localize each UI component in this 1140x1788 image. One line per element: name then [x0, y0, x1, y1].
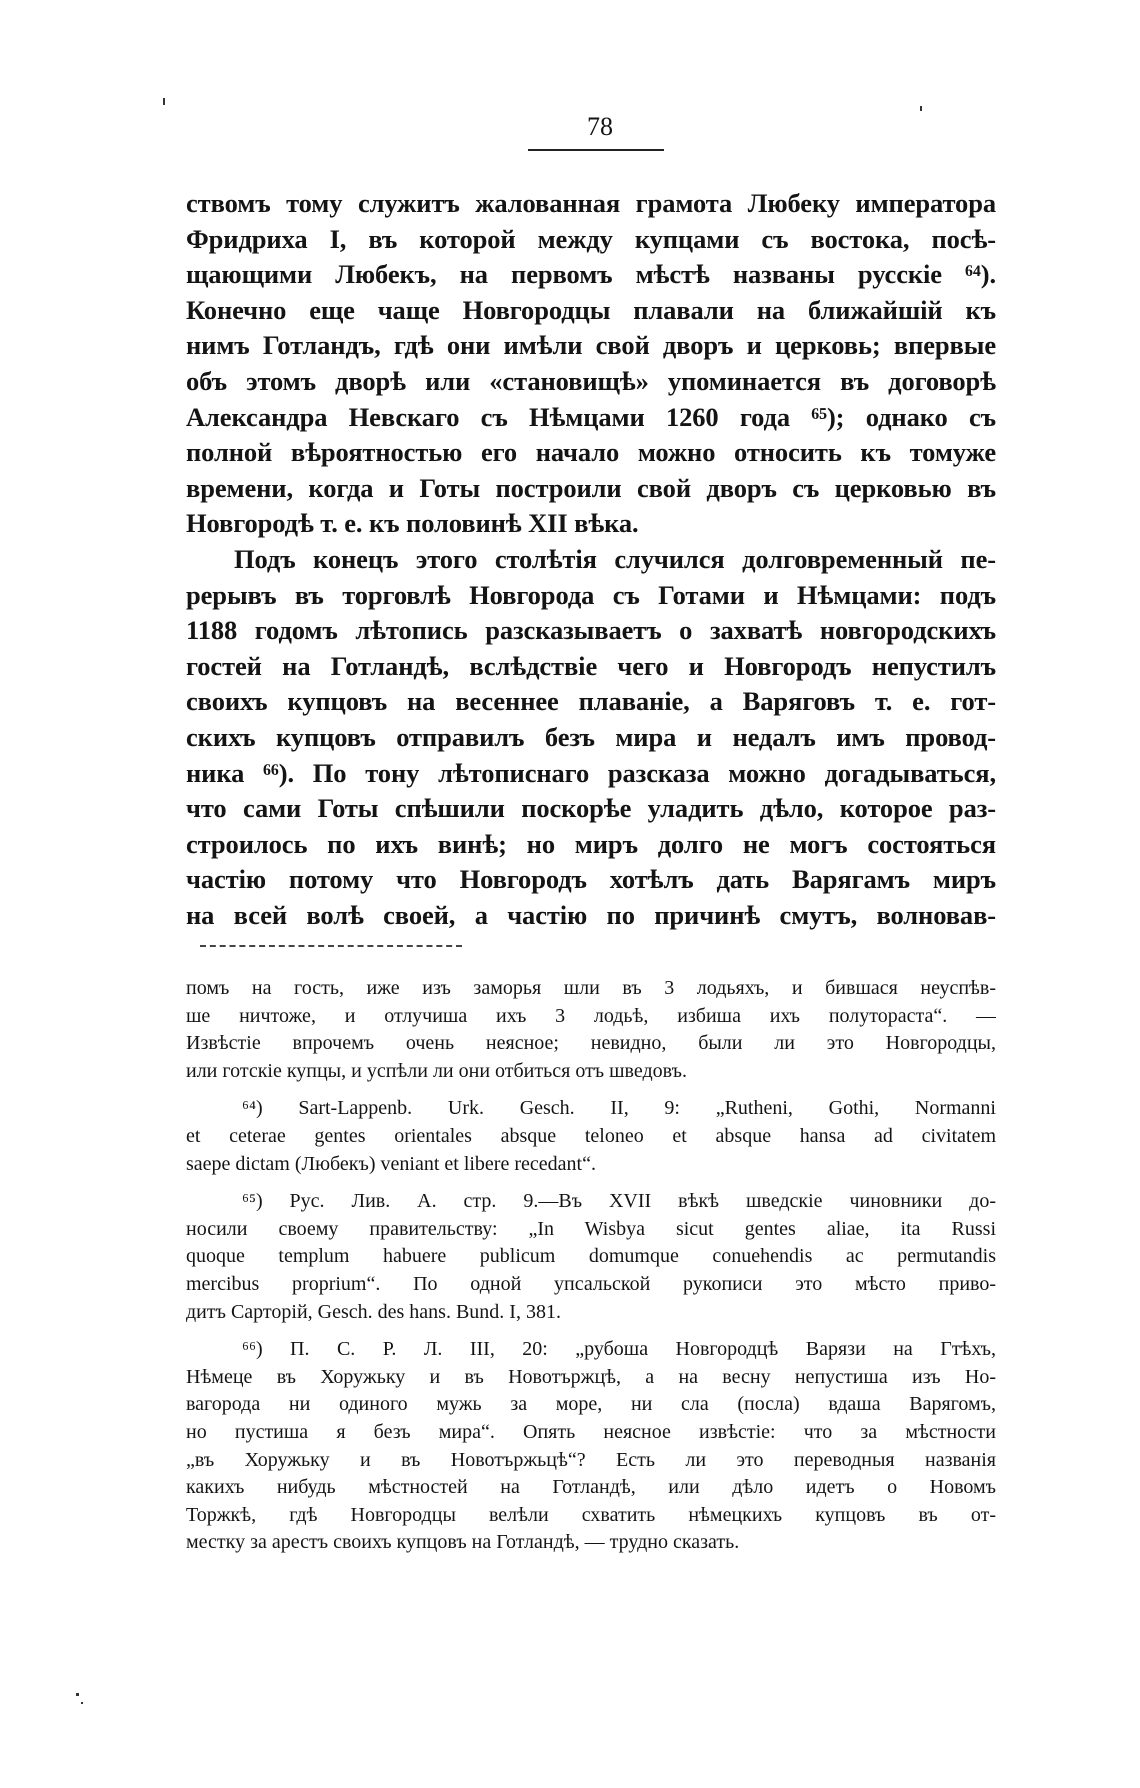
text-line: Фридриха I, въ которой между купцами съ востока, посѣ-: [186, 223, 996, 254]
text-line: частію потому что Новгородъ хотѣлъ дать Варягамъ миръ: [186, 864, 996, 895]
footnote-66-line: вагорода ни одиного мужь за море, ни сла (посла) вдаша Варягомъ,: [186, 1393, 996, 1416]
footnote-line: Извѣстіе впрочемъ очень неясное; невидно, были ли это Новгородцы,: [186, 1032, 996, 1055]
footnote-66-line: Нѣмеце въ Хоружьку и въ Новотържцѣ, а на весну непустиша изъ Но-: [186, 1365, 996, 1388]
page-number-rule: [528, 149, 664, 151]
footnote-65-line: mercibus proprium“. По одной упсальской рукописи это мѣсто приво-: [186, 1272, 996, 1295]
footnote-gap: [186, 1085, 996, 1095]
footnote-separator: [200, 945, 462, 948]
footnote-gap: [186, 1326, 996, 1336]
text-line: щающими Любекъ, на первомъ мѣстѣ названы русскіе ⁶⁴).: [186, 259, 996, 290]
text-line: объ этомъ дворѣ или «становищѣ» упоминается въ договорѣ: [186, 365, 996, 396]
footnote-line: или готскіе купцы, и успѣли ли они отбиться отъ шведовъ.: [186, 1059, 687, 1082]
scan-speck: [76, 1693, 79, 1696]
footnote-line: помъ на гость, иже изъ заморья шли въ 3 лодьяхъ, и бившася неуспѣв-: [186, 977, 996, 999]
text-line: Новгородѣ т. е. къ половинѣ XII вѣка.: [186, 508, 639, 539]
footnote-66-line: ⁶⁶) П. С. Р. Л. III, 20: „рубоша Новгородцѣ Варязи на Гтѣхъ,: [242, 1338, 996, 1361]
text-line: рерывъ въ торговлѣ Новгорода съ Готами и Нѣмцами: подъ: [186, 579, 996, 610]
text-line: своихъ купцовъ на весеннее плаваніе, а Варяговъ т. е. гот-: [186, 686, 996, 717]
text-line: на всей волѣ своей, а частію по причинѣ смутъ, волновав-: [186, 899, 996, 930]
text-line: Подъ конецъ этого столѣтія случился долговременный пе-: [234, 543, 996, 574]
text-line: что сами Готы спѣшили поскорѣе уладить дѣло, которое раз-: [186, 793, 996, 824]
text-line: времени, когда и Готы построили свой дворъ съ церковью въ: [186, 472, 996, 503]
text-line: ствомъ тому служитъ жалованная грамота Любеку императора: [186, 188, 996, 218]
scan-speck: [163, 98, 165, 105]
footnote-66-line: местку за арестъ своихъ купцовъ на Готландѣ, — трудно сказать.: [186, 1531, 740, 1554]
text-line: гостей на Готландѣ, вслѣдствіе чего и Новгородъ непустилъ: [186, 650, 996, 681]
text-line: нимъ Готландъ, гдѣ они имѣли свой дворъ и церковь; впервые: [186, 330, 996, 361]
footnote-gap: [186, 1178, 996, 1188]
text-line: ника ⁶⁶). По тону лѣтописнаго разсказа можно догадываться,: [186, 757, 996, 788]
footnote-64-line: saepe dictam (Любекъ) veniant et libere recedant“.: [186, 1152, 596, 1175]
footnote-65-line: носили своему правительству: „In Wisbya sicut gentes aliae, ita Russi: [186, 1217, 996, 1240]
footnote-66-line: но пустиша я безъ мира“. Опять неясное извѣстіе: что за мѣстности: [186, 1420, 996, 1443]
footnotes: [186, 975, 996, 1557]
text-line: полной вѣроятностью его начало можно относить къ томуже: [186, 437, 996, 468]
footnote-65-line: quoque templum habuere publicum domumque conuehendis ac permutandis: [186, 1245, 996, 1268]
footnote-66-line: „въ Хоружьку и въ Новотържьцѣ“? Есть ли это переводныя названія: [186, 1448, 996, 1471]
footnote-65-line: ⁶⁵) Рус. Лив. А. стр. 9.—Въ XVII вѣкѣ шведскіе чиновники до-: [242, 1190, 996, 1213]
scan-speck: [81, 1702, 83, 1704]
page-number: 78: [587, 112, 613, 141]
text-line: скихъ купцовъ отправилъ безъ мира и недалъ имъ провод-: [186, 721, 996, 752]
footnote-66-line: какихъ нибудь мѣстностей на Готландѣ, или дѣло идетъ о Новомъ: [186, 1476, 996, 1499]
footnote-64-line: ⁶⁴) Sart-Lappenb. Urk. Gesch. II, 9: „Rutheni, Gothi, Normanni: [242, 1097, 996, 1120]
main-text: [186, 186, 996, 933]
footnote-64-line: et ceterae gentes orientales absque teloneo et absque hansa ad civitatem: [186, 1124, 996, 1147]
footnote-line: ше ничтоже, и отлучиша ихъ 3 лодьѣ, избиша ихъ полутораста“. —: [186, 1004, 996, 1027]
text-line: строилось по ихъ винѣ; но миръ долго не могъ состояться: [186, 828, 996, 859]
text-line: 1188 годомъ лѣтопись разсказываетъ о захватѣ новгородскихъ: [186, 615, 996, 646]
footnote-65-line: дитъ Сарторій, Gesch. des hans. Bund. I, 381.: [186, 1300, 561, 1323]
text-line: Александра Невскаго съ Нѣмцами 1260 года ⁶⁵); однако съ: [186, 401, 996, 432]
scan-speck: [920, 106, 922, 111]
text-line: Конечно еще чаще Новгородцы плавали на ближайшій къ: [186, 294, 996, 325]
footnote-66-line: Торжкѣ, гдѣ Новгородцы велѣли схватить нѣмецкихъ купцовъ въ от-: [186, 1503, 996, 1526]
